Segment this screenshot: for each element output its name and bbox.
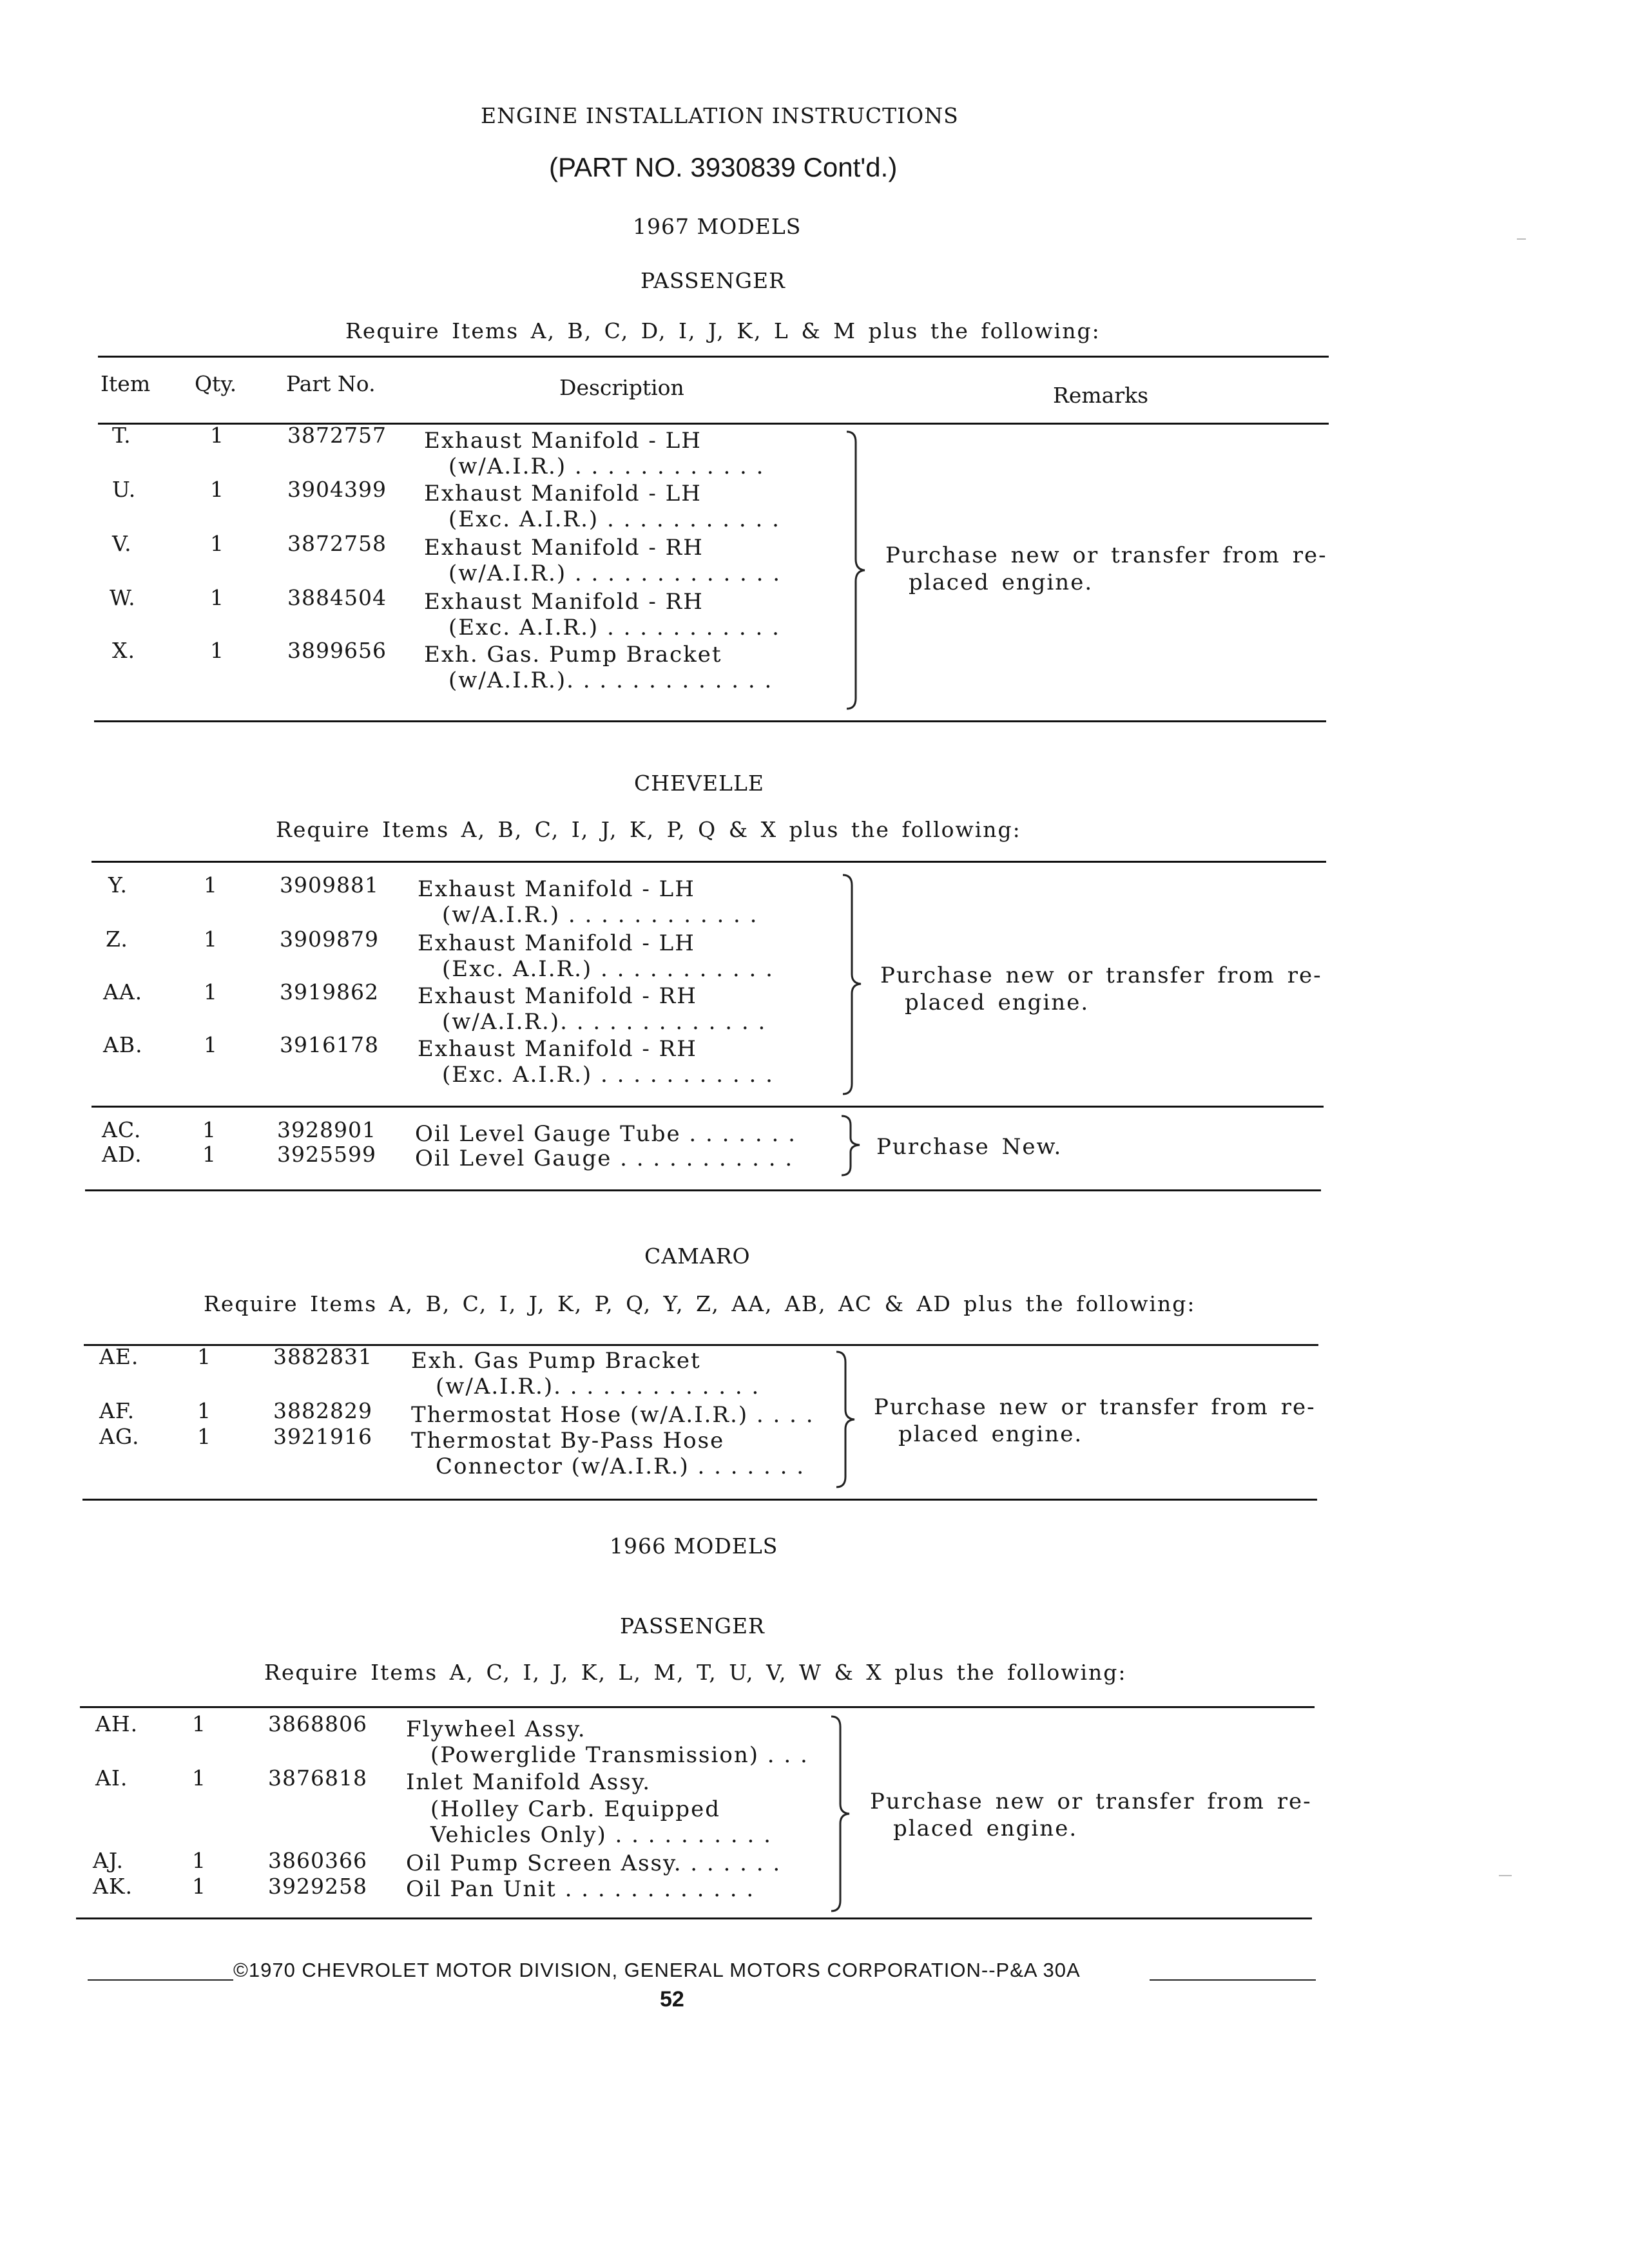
- table-rule: [92, 1106, 1324, 1108]
- document-title: ENGINE INSTALLATION INSTRUCTIONS: [481, 103, 959, 128]
- footer-rule-left: [88, 1979, 233, 1981]
- item-qty: 1: [192, 1874, 206, 1899]
- document-subtitle: (PART NO. 3930839 Cont'd.): [549, 152, 898, 182]
- description-line: Oil Pump Screen Assy. . . . . . .: [406, 1850, 782, 1876]
- footer-rule-right: [1150, 1979, 1316, 1981]
- remark-text: placed engine.: [909, 570, 1094, 595]
- remark-text: Purchase new or transfer from re-: [880, 963, 1322, 988]
- item-code: AG.: [99, 1424, 140, 1449]
- item-qty: 1: [204, 872, 218, 898]
- section-heading-camaro: CAMARO: [644, 1244, 751, 1269]
- table-rule: [84, 1344, 1318, 1346]
- section-heading-passenger-1967: PASSENGER: [641, 268, 786, 293]
- requirement-chevelle: Require Items A, B, C, I, J, K, P, Q & X plus the following:: [276, 817, 1021, 842]
- part-number: 3904399: [287, 477, 387, 502]
- grouping-brace: [840, 874, 866, 1095]
- part-number: 3899656: [287, 638, 387, 663]
- description-line: Exhaust Manifold - RH: [424, 535, 704, 561]
- grouping-brace: [839, 1115, 865, 1177]
- description-line: Flywheel Assy.: [406, 1716, 586, 1742]
- item-code: AF.: [99, 1398, 135, 1423]
- remark-text: Purchase new or transfer from re-: [885, 543, 1327, 568]
- part-number: 3860366: [268, 1848, 367, 1873]
- item-qty: 1: [192, 1848, 206, 1873]
- description-line: Inlet Manifold Assy.: [406, 1769, 651, 1795]
- section-heading-chevelle: CHEVELLE: [634, 771, 764, 796]
- remark-text: Purchase New.: [876, 1134, 1063, 1160]
- item-code: AI.: [95, 1765, 128, 1791]
- item-code: AE.: [99, 1344, 139, 1369]
- table-rule: [98, 356, 1329, 358]
- part-number: 3876818: [268, 1765, 367, 1791]
- column-header-item: Item: [101, 371, 151, 396]
- part-number: 3928901: [277, 1117, 376, 1142]
- description-line: Exh. Gas Pump Bracket: [411, 1348, 701, 1374]
- part-number: 3882829: [273, 1398, 372, 1423]
- item-qty: 1: [192, 1711, 206, 1736]
- item-code: Y.: [108, 872, 128, 898]
- description-line: Vehicles Only) . . . . . . . . . .: [430, 1822, 772, 1848]
- description-line: (w/A.I.R.) . . . . . . . . . . . .: [442, 902, 758, 928]
- description-line: Oil Level Gauge Tube . . . . . . .: [415, 1121, 796, 1147]
- description-line: (w/A.I.R.) . . . . . . . . . . . .: [448, 454, 765, 479]
- item-qty: 1: [202, 1142, 217, 1167]
- description-line: Oil Level Gauge . . . . . . . . . . .: [415, 1146, 794, 1171]
- grouping-brace: [829, 1715, 854, 1912]
- part-number: 3909881: [280, 872, 379, 898]
- description-line: Exhaust Manifold - LH: [418, 876, 695, 902]
- remark-text: placed engine.: [898, 1421, 1083, 1447]
- table-rule: [94, 720, 1326, 722]
- table-rule: [98, 423, 1329, 425]
- column-header-part-no: Part No.: [286, 371, 376, 396]
- requirement-passenger-1966: Require Items A, C, I, J, K, L, M, T, U, V, W & X plus the following:: [264, 1660, 1127, 1685]
- grouping-brace: [844, 430, 870, 710]
- part-number: 3916178: [280, 1032, 379, 1057]
- item-code: AA.: [103, 979, 143, 1004]
- scan-speck: [1499, 1875, 1512, 1876]
- part-number: 3868806: [268, 1711, 367, 1736]
- description-line: Exhaust Manifold - LH: [418, 930, 695, 956]
- description-line: Exhaust Manifold - RH: [418, 983, 697, 1009]
- item-qty: 1: [197, 1398, 211, 1423]
- item-qty: 1: [202, 1117, 217, 1142]
- part-number: 3921916: [273, 1424, 372, 1449]
- description-line: Connector (w/A.I.R.) . . . . . . .: [436, 1454, 805, 1479]
- item-qty: 1: [210, 638, 224, 663]
- item-code: V.: [112, 531, 132, 556]
- description-line: (w/A.I.R.). . . . . . . . . . . . .: [436, 1374, 760, 1399]
- item-code: W.: [110, 585, 136, 610]
- item-qty: 1: [210, 423, 224, 448]
- item-qty: 1: [192, 1765, 206, 1791]
- description-line: Exh. Gas. Pump Bracket: [424, 642, 722, 668]
- part-number: 3909879: [280, 927, 379, 952]
- item-qty: 1: [210, 477, 224, 502]
- description-line: (Exc. A.I.R.) . . . . . . . . . . .: [442, 956, 774, 982]
- description-line: Thermostat By-Pass Hose: [411, 1428, 725, 1454]
- description-line: (Powerglide Transmission) . . .: [430, 1742, 809, 1768]
- remark-text: Purchase new or transfer from re-: [870, 1789, 1312, 1814]
- part-number: 3872758: [287, 531, 387, 556]
- description-line: (w/A.I.R.) . . . . . . . . . . . . .: [448, 561, 782, 586]
- remark-text: placed engine.: [893, 1816, 1078, 1841]
- remark-text: placed engine.: [905, 990, 1090, 1015]
- page-number: 52: [660, 1987, 684, 2012]
- part-number: 3925599: [277, 1142, 376, 1167]
- item-qty: 1: [197, 1344, 211, 1369]
- requirement-passenger-1967: Require Items A, B, C, D, I, J, K, L & M plus the following:: [345, 318, 1101, 343]
- description-line: (w/A.I.R.). . . . . . . . . . . . .: [448, 668, 773, 693]
- description-line: Exhaust Manifold - LH: [424, 428, 702, 454]
- item-code: AC.: [102, 1117, 142, 1142]
- description-line: (Exc. A.I.R.) . . . . . . . . . . .: [448, 506, 780, 532]
- section-heading-passenger-1966: PASSENGER: [620, 1613, 765, 1639]
- footer-copyright: ©1970 CHEVROLET MOTOR DIVISION, GENERAL MOTORS CORPORATION--P&A 30A: [233, 1959, 1081, 1981]
- table-rule: [76, 1917, 1312, 1919]
- table-rule: [82, 1499, 1317, 1501]
- description-line: Exhaust Manifold - LH: [424, 481, 702, 506]
- item-code: X.: [112, 638, 135, 663]
- scan-speck: [1517, 238, 1526, 240]
- part-number: 3884504: [287, 585, 387, 610]
- requirement-camaro: Require Items A, B, C, I, J, K, P, Q, Y, Z, AA, AB, AC & AD plus the following:: [204, 1291, 1196, 1316]
- description-line: Thermostat Hose (w/A.I.R.) . . . .: [411, 1402, 815, 1428]
- item-qty: 1: [204, 979, 218, 1004]
- description-line: (Exc. A.I.R.) . . . . . . . . . . .: [448, 615, 780, 640]
- model-year-1966: 1966 MODELS: [610, 1533, 778, 1559]
- description-line: Exhaust Manifold - RH: [418, 1036, 697, 1062]
- description-line: (w/A.I.R.). . . . . . . . . . . . .: [442, 1009, 767, 1035]
- column-header-qty: Qty.: [195, 371, 237, 396]
- grouping-brace: [834, 1350, 860, 1488]
- item-qty: 1: [204, 927, 218, 952]
- description-line: (Holley Carb. Equipped: [430, 1796, 720, 1822]
- part-number: 3872757: [287, 423, 387, 448]
- item-code: Z.: [106, 927, 128, 952]
- column-header-description: Description: [559, 375, 684, 400]
- part-number: 3882831: [273, 1344, 372, 1369]
- item-code: AK.: [93, 1874, 133, 1899]
- table-rule: [85, 1189, 1321, 1191]
- table-rule: [92, 861, 1326, 863]
- description-line: Oil Pan Unit . . . . . . . . . . . .: [406, 1876, 755, 1902]
- part-number: 3929258: [268, 1874, 367, 1899]
- description-line: (Exc. A.I.R.) . . . . . . . . . . .: [442, 1062, 774, 1088]
- item-code: AB.: [103, 1032, 143, 1057]
- item-code: AJ.: [93, 1848, 124, 1873]
- item-qty: 1: [210, 531, 224, 556]
- model-year-1967: 1967 MODELS: [633, 214, 802, 239]
- item-code: AH.: [95, 1711, 139, 1736]
- item-code: T.: [112, 423, 131, 448]
- part-number: 3919862: [280, 979, 379, 1004]
- item-qty: 1: [210, 585, 224, 610]
- item-code: U.: [112, 477, 137, 502]
- item-qty: 1: [197, 1424, 211, 1449]
- table-rule: [80, 1706, 1315, 1708]
- description-line: Exhaust Manifold - RH: [424, 589, 704, 615]
- remark-text: Purchase new or transfer from re-: [874, 1394, 1316, 1420]
- item-code: AD.: [102, 1142, 142, 1167]
- item-qty: 1: [204, 1032, 218, 1057]
- column-header-remarks: Remarks: [1053, 383, 1149, 408]
